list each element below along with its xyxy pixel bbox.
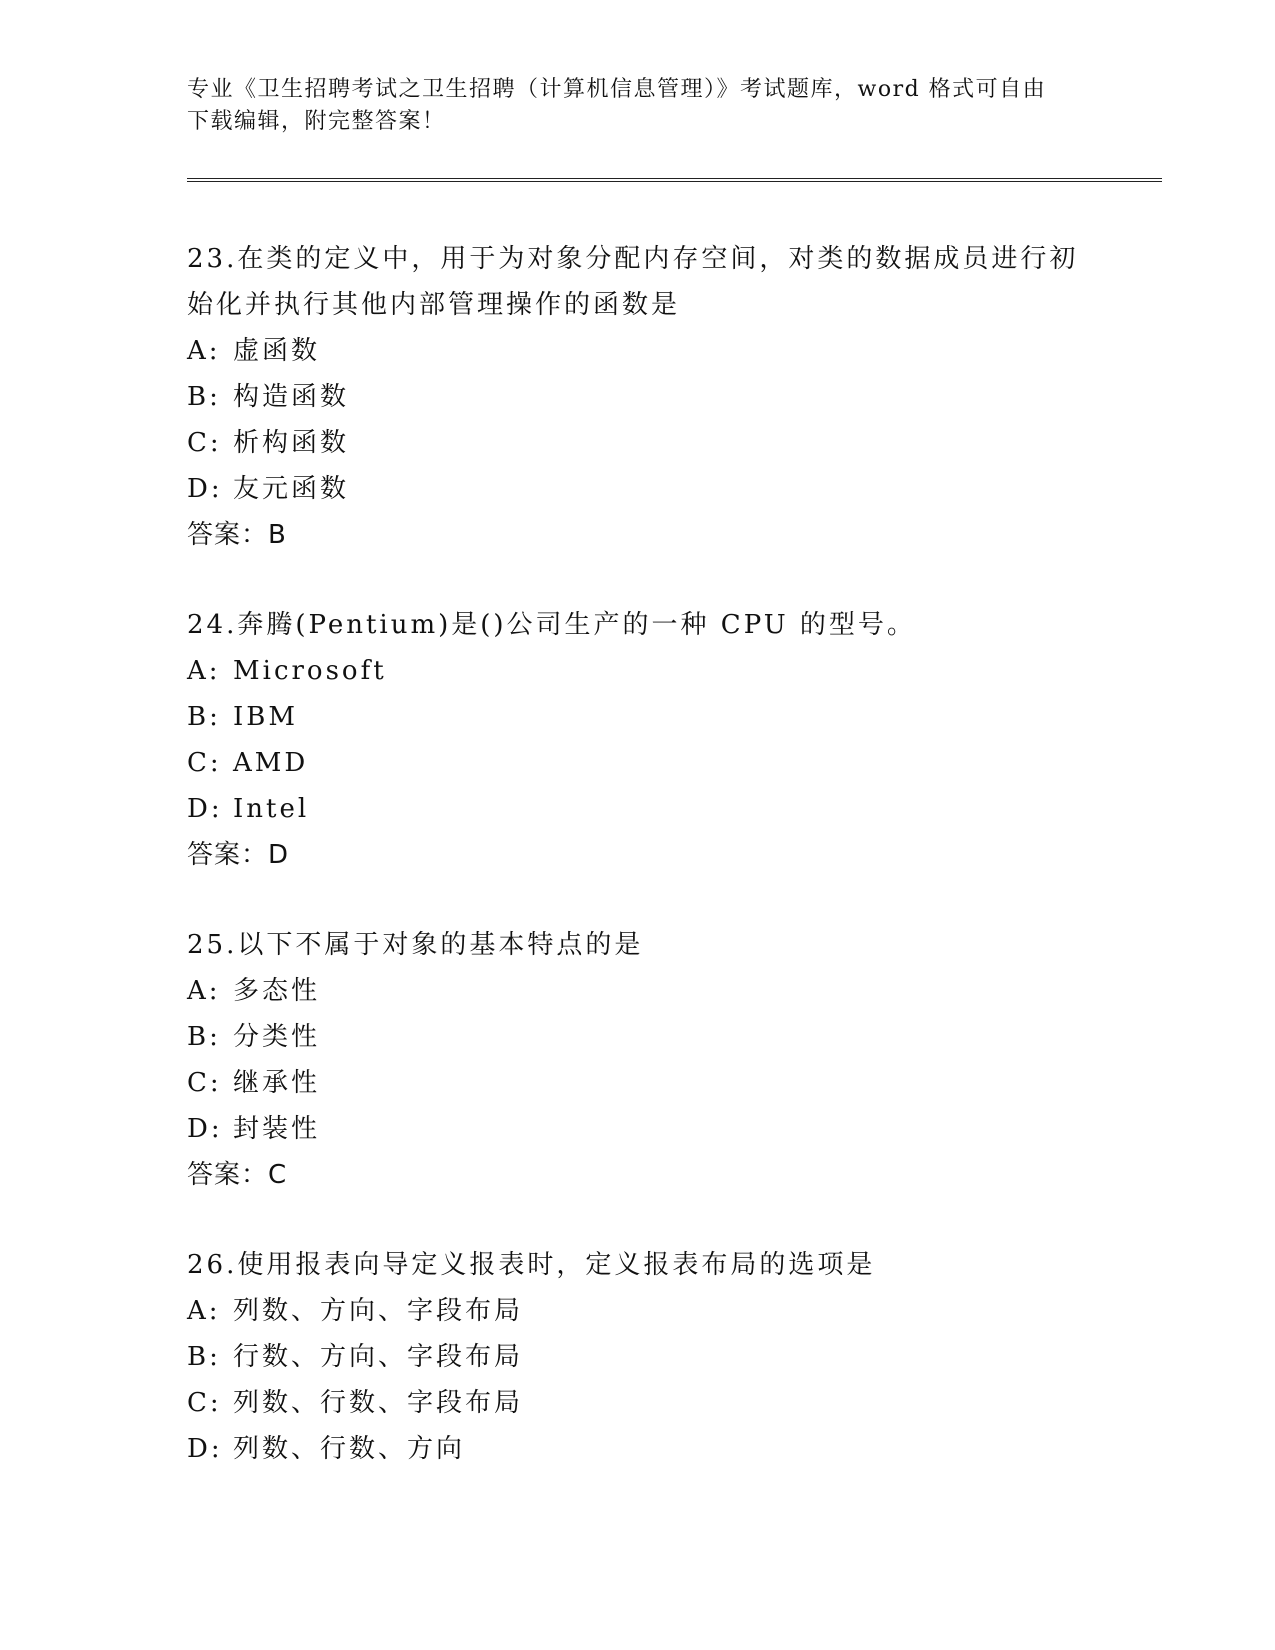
option-text: Intel xyxy=(233,794,310,824)
option-d xyxy=(187,1426,1087,1472)
option-text: Microsoft xyxy=(233,656,387,686)
option-text: 列数、行数、字段布局 xyxy=(233,1388,524,1418)
question-stem: 24.奔腾(Pentium)是()公司生产的一种 CPU 的型号。 xyxy=(187,610,916,640)
option-d xyxy=(187,786,1087,832)
option-letter: A: xyxy=(187,1296,221,1326)
option-c xyxy=(187,1060,1087,1106)
question-stem: 23.在类的定义中，用于为对象分配内存空间，对类的数据成员进行初始化并执行其他内部管理操作的函数是 xyxy=(187,244,1079,320)
answer-label: 答案： xyxy=(187,1160,269,1190)
option-a xyxy=(187,1288,1087,1334)
option-letter: B: xyxy=(187,382,221,412)
header-text: 专业《卫生招聘考试之卫生招聘（计算机信息管理）》考试题库，word 格式可自由下载编辑，附完整答案！ xyxy=(187,77,1047,134)
option-letter: C: xyxy=(187,748,222,778)
option-letter: A: xyxy=(187,336,221,366)
option-text: 析构函数 xyxy=(233,428,350,458)
header-divider xyxy=(187,178,1162,182)
answer-line xyxy=(187,1152,1087,1198)
option-letter: D: xyxy=(187,474,223,504)
option-a xyxy=(187,648,1087,694)
option-letter: A: xyxy=(187,976,221,1006)
option-b xyxy=(187,1014,1087,1060)
option-text: 虚函数 xyxy=(233,336,321,366)
option-text: IBM xyxy=(233,702,298,732)
option-c xyxy=(187,740,1087,786)
question-23 xyxy=(187,236,1087,558)
option-c xyxy=(187,1380,1087,1426)
option-text: 继承性 xyxy=(233,1068,321,1098)
option-text: 封装性 xyxy=(233,1114,321,1144)
answer-value: C xyxy=(268,1160,288,1190)
option-letter: B: xyxy=(187,1342,221,1372)
question-stem: 26.使用报表向导定义报表时，定义报表布局的选项是 xyxy=(187,1250,876,1280)
option-text: 多态性 xyxy=(233,976,321,1006)
option-letter: D: xyxy=(187,794,223,824)
option-text: 构造函数 xyxy=(233,382,350,412)
answer-line xyxy=(187,512,1087,558)
answer-value: B xyxy=(268,520,287,550)
option-text: 列数、行数、方向 xyxy=(233,1434,466,1464)
option-letter: A: xyxy=(187,656,221,686)
answer-value: D xyxy=(268,840,290,870)
option-b xyxy=(187,1334,1087,1380)
option-letter: C: xyxy=(187,1068,222,1098)
option-letter: D: xyxy=(187,1434,223,1464)
option-letter: C: xyxy=(187,1388,222,1418)
option-d xyxy=(187,466,1087,512)
question-25 xyxy=(187,922,1087,1198)
option-text: 友元函数 xyxy=(233,474,350,504)
option-letter: D: xyxy=(187,1114,223,1144)
option-letter: B: xyxy=(187,1022,221,1052)
option-b xyxy=(187,374,1087,420)
option-a xyxy=(187,968,1087,1014)
option-text: 行数、方向、字段布局 xyxy=(233,1342,524,1372)
document-header xyxy=(187,74,1067,138)
answer-label: 答案： xyxy=(187,840,269,870)
option-letter: B: xyxy=(187,702,221,732)
option-c xyxy=(187,420,1087,466)
option-a xyxy=(187,328,1087,374)
question-24 xyxy=(187,602,1087,878)
answer-line xyxy=(187,832,1087,878)
option-text: 分类性 xyxy=(233,1022,321,1052)
option-letter: C: xyxy=(187,428,222,458)
option-text: 列数、方向、字段布局 xyxy=(233,1296,524,1326)
question-list xyxy=(187,236,1087,1516)
option-b xyxy=(187,694,1087,740)
option-text: AMD xyxy=(233,748,309,778)
answer-label: 答案： xyxy=(187,520,269,550)
option-d xyxy=(187,1106,1087,1152)
question-stem: 25.以下不属于对象的基本特点的是 xyxy=(187,930,644,960)
question-26 xyxy=(187,1242,1087,1472)
